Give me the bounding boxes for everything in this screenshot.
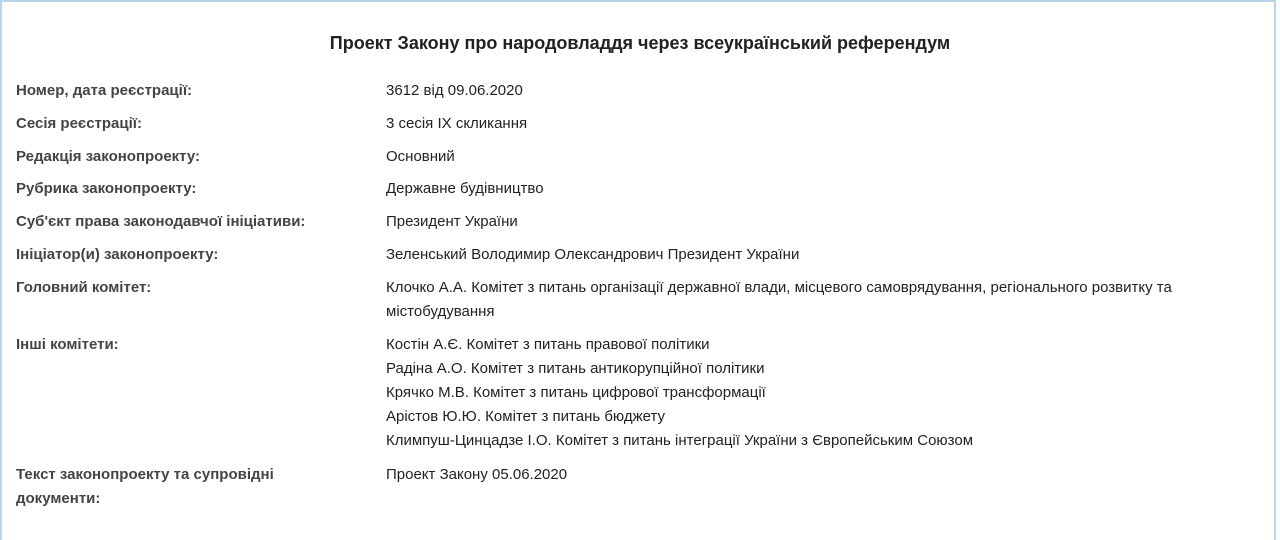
main-committee-value [386, 276, 1266, 324]
edition-value: Основний [386, 148, 455, 165]
documents-label-line: документи: [16, 490, 101, 507]
main-committee-value-line: Клочко А.А. Комітет з питань організації державної влади, місцевого самоврядування, регіонального розвитку та [386, 279, 1172, 296]
main-committee-label: Головний комітет: [16, 279, 152, 296]
other-committees-list [386, 333, 1266, 453]
other-committees-label: Інші комітети: [16, 336, 119, 353]
initiator-value: Зеленський Володимир Олександрович Президент України [386, 246, 800, 263]
subject-label: Суб'єкт права законодавчої ініціативи: [16, 213, 306, 230]
edition-label: Редакція законопроекту: [16, 148, 201, 165]
documents-value: Проект Закону 05.06.2020 [386, 466, 568, 483]
rubric-label: Рубрика законопроекту: [16, 180, 197, 197]
registration-value: 3612 від 09.06.2020 [386, 82, 523, 99]
registration-label: Номер, дата реєстрації: [16, 82, 193, 99]
initiator-label: Ініціатор(и) законопроекту: [16, 246, 219, 263]
committee-list-item: Радіна А.О. Комітет з питань антикорупційної політики [386, 360, 765, 377]
session-label: Сесія реєстрації: [16, 115, 142, 132]
page-title: Проект Закону про народовладдя через всеукраїнський референдум [329, 33, 951, 53]
main-committee-value-line: містобудування [386, 303, 495, 320]
subject-value: Президент України [386, 213, 518, 230]
rubric-value: Державне будівництво [386, 180, 544, 197]
committee-list-item: Климпуш-Цинцадзе І.О. Комітет з питань інтеграції України з Європейським Союзом [386, 432, 974, 449]
committee-list-item: Крячко М.В. Комітет з питань цифрової трансформації [386, 384, 766, 401]
documents-label-line: Текст законопроекту та супровідні [16, 466, 274, 483]
committee-list-item: Арістов Ю.Ю. Комітет з питань бюджету [386, 408, 666, 425]
session-value: 3 сесія IX скликання [386, 115, 528, 132]
committee-list-item: Костін А.Є. Комітет з питань правової політики [386, 336, 710, 353]
documents-label [16, 463, 346, 511]
